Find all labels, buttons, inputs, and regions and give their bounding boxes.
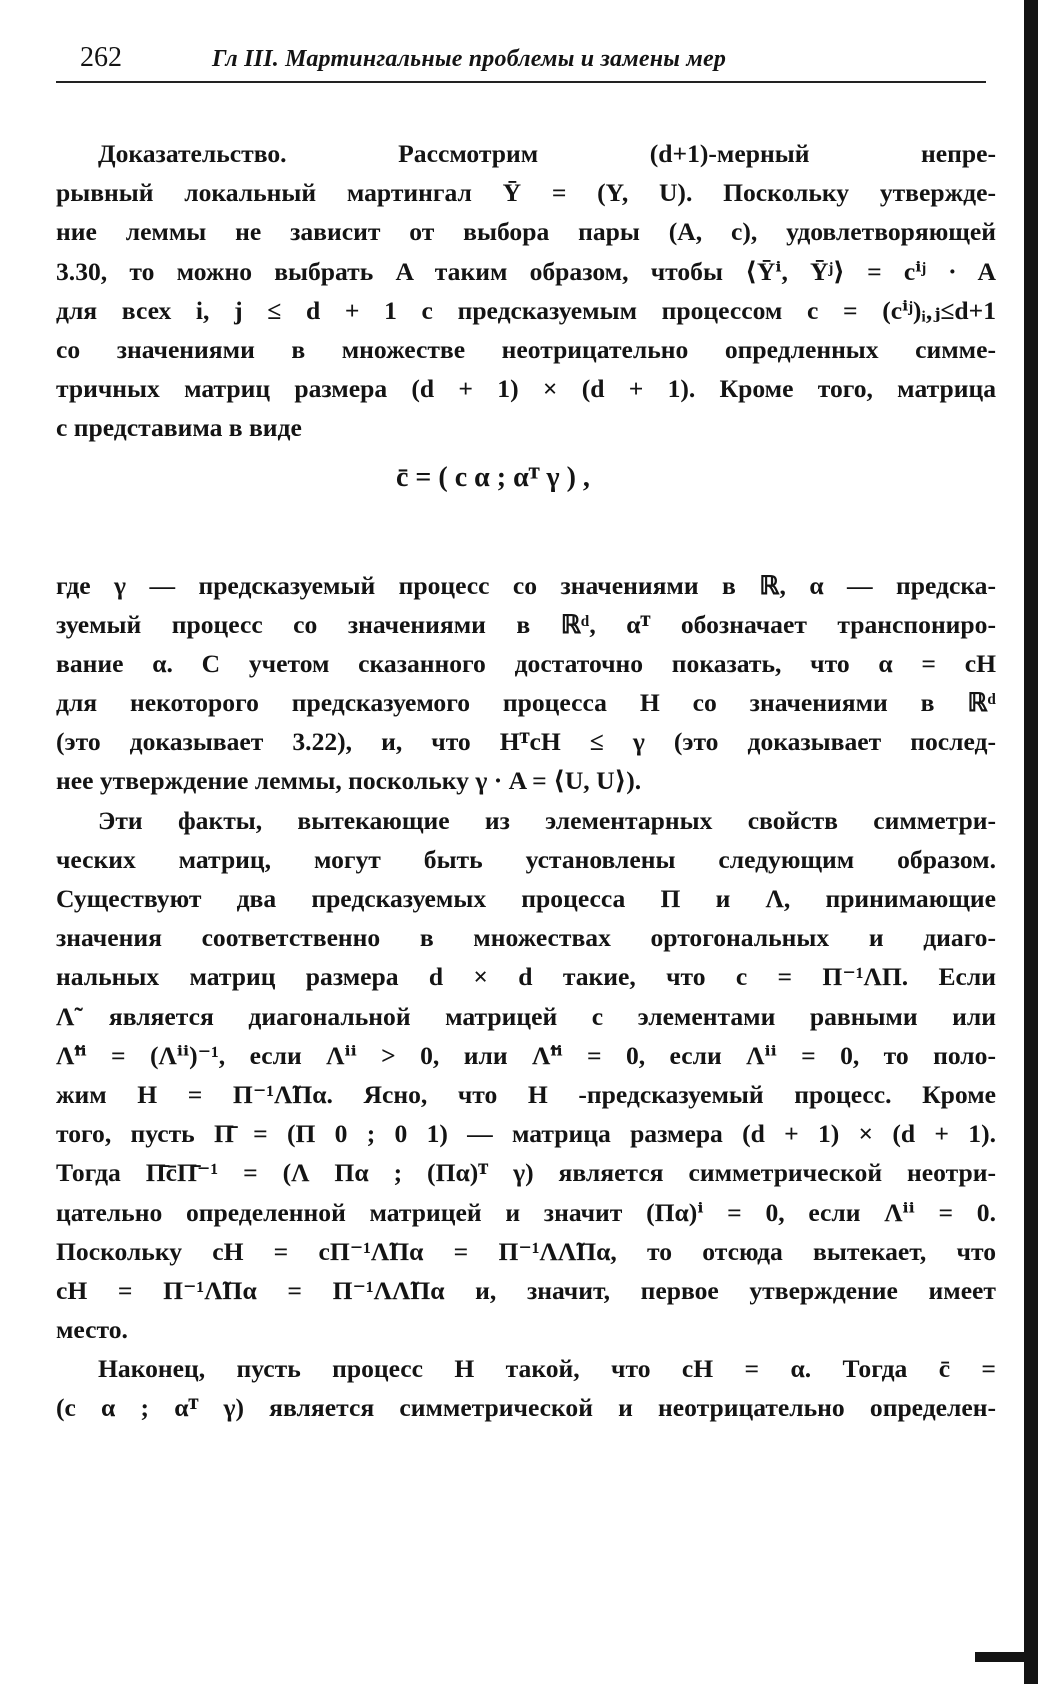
text-line: (это доказывает 3.22), и, что HᵀcH ≤ γ (это доказывает послед- xyxy=(56,727,996,757)
formula-matrix-c-bar: c̄ = ( c α ; αᵀ γ ) , xyxy=(396,461,590,493)
body-text xyxy=(56,134,996,1428)
text-line: тричных матриц размера (d + 1) × (d + 1). Кроме того, матрица xyxy=(56,374,996,404)
text-line: для некоторого предсказуемого процесса H со значениями в ℝᵈ xyxy=(56,688,996,718)
text-line: Тогда Π̄c̄Π̄⁻¹ = (Λ Πα ; (Πα)ᵀ γ) является симметрической неотри- xyxy=(56,1158,996,1188)
text-line: Наконец, пусть процесс H такой, что cH = α. Тогда c̄ = xyxy=(98,1354,996,1384)
header-rule xyxy=(56,81,986,83)
text-line: Λ̃ⁱⁱ = (Λⁱⁱ)⁻¹, если Λⁱⁱ > 0, или Λ̃ⁱⁱ = 0, если Λⁱⁱ = 0, то поло- xyxy=(56,1040,996,1070)
text-line: значения соответственно в множествах ортогональных и диаго- xyxy=(56,923,996,953)
text-line: цательно определенной матрицей и значит (Πα)ⁱ = 0, если Λⁱⁱ = 0. xyxy=(56,1197,996,1227)
text-line: того, пусть Π̄ = (Π 0 ; 0 1) — матрица размера (d + 1) × (d + 1). xyxy=(56,1119,996,1149)
text-line: Эти факты, вытекающие из элементарных свойств симметри- xyxy=(98,805,996,835)
text-line: зуемый процесс со значениями в ℝᵈ, αᵀ обозначает транспониро- xyxy=(56,609,996,639)
text-line: нальных матриц размера d × d такие, что c = Π⁻¹ΛΠ. Если xyxy=(56,962,996,992)
text-line: где γ — предсказуемый процесс со значениями в ℝ, α — предска- xyxy=(56,570,996,600)
text-line: со значениями в множестве неотрицательно опредленных симме- xyxy=(56,334,996,364)
text-line: 3.30, то можно выбрать A таким образом, чтобы ⟨Ȳⁱ, Ȳʲ⟩ = cⁱʲ · A xyxy=(56,256,996,286)
text-line: Поскольку cH = cΠ⁻¹Λ̃Πα = Π⁻¹ΛΛ̃Πα, то отсюда вытекает, что xyxy=(56,1236,996,1266)
display-formula xyxy=(56,448,996,566)
text-line: (c α ; αᵀ γ) является симметрической и неотрицательно определен- xyxy=(56,1393,996,1423)
text-line: ческих матриц, могут быть установлены следующим образом. xyxy=(56,844,996,874)
page-header xyxy=(56,38,976,84)
text-line: место. xyxy=(56,1315,128,1345)
page-edge-bar xyxy=(1024,0,1038,1684)
text-line: нее утверждение леммы, поскольку γ · A = ⟨U, U⟩). xyxy=(56,766,642,796)
text-line: cH = Π⁻¹Λ̃Πα = Π⁻¹ΛΛ̃Πα и, значит, первое утверждение имеет xyxy=(56,1275,996,1305)
text-line: c представима в виде xyxy=(56,413,302,443)
text-line: Доказательство. Рассмотрим (d+1)-мерный непре- xyxy=(98,139,996,168)
book-page xyxy=(56,38,994,1658)
text-line: жим H = Π⁻¹Λ̃Πα. Ясно, что H -предсказуемый процесс. Кроме xyxy=(56,1079,996,1109)
text-line: Существуют два предсказуемых процесса Π и Λ, принимающие xyxy=(56,884,996,913)
text-line: рывный локальный мартингал Ȳ = (Y, U). Поскольку утвержде- xyxy=(56,178,996,208)
text-line: для всех i, j ≤ d + 1 с предсказуемым процессом c = (cⁱʲ)ᵢ,ⱼ≤d+1 xyxy=(56,295,996,325)
text-line: ние леммы не зависит от выбора пары (A, c), удовлетворяющей xyxy=(56,217,996,247)
running-title: Гл III. Мартингальные проблемы и замены мер xyxy=(212,46,727,72)
page-number: 262 xyxy=(80,42,122,73)
text-line: Λ̃ является диагональной матрицей с элементами равными или xyxy=(56,1001,996,1031)
text-line: вание α. С учетом сказанного достаточно показать, что α = cH xyxy=(56,648,996,678)
